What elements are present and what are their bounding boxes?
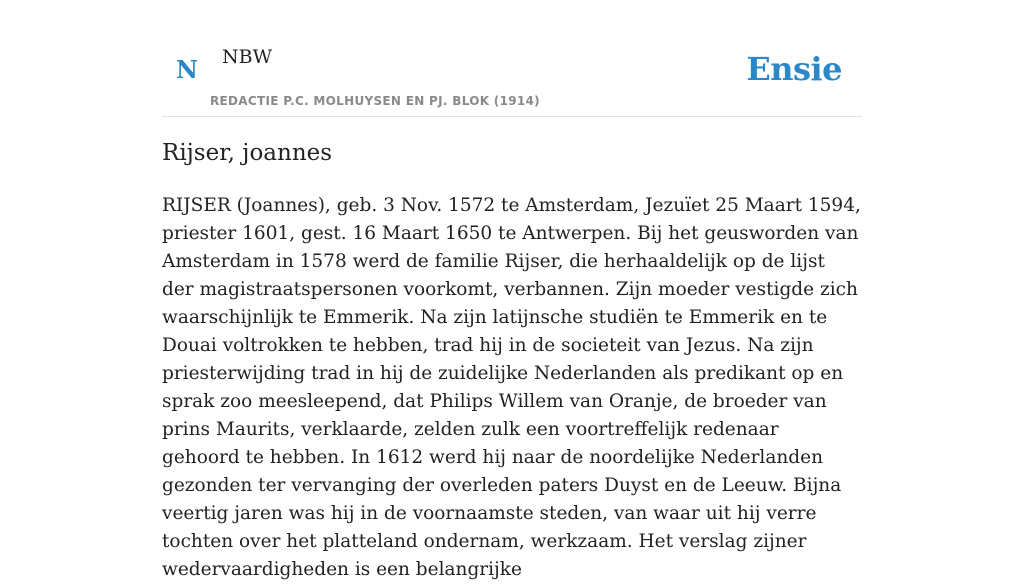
entry-title: Rijser, joannes	[162, 140, 333, 166]
source-name[interactable]: NBW	[222, 46, 273, 68]
brand-logo[interactable]: Ensie	[746, 50, 842, 88]
entry-body: RIJSER (Joannes), geb. 3 Nov. 1572 te Amsterdam, Jezuïet 25 Maart 1594, priester 1601, gest. 16 Maart 1650 te Antwerpen. Bij het geusworden van Amsterdam in 1578 werd de familie Rijser, die herhaaldelijk op de lijst der magistraatspersonen voorkomt, verbannen. Zijn moeder vestigde zich waarschijnlijk te Emmerik. Na zijn latijnsche studiën te Emmerik en te Douai voltrokken te hebben, trad hij in de societeit van Jezus. Na zijn priesterwijding trad in hij de zuidelijke Nederlanden als predikant op en sprak zoo meesleepend, dat Philips Willem van Oranje, de broeder van prins Maurits, verklaarde, zelden zulk een voortreffelijk redenaar gehoord te hebben. In 1612 werd hij naar de noordelijke Nederlanden gezonden ter vervanging der overleden paters Duyst en de Leeuw. Bijna veertig jaren was hij in de voornaamste steden, van waar uit hij verre tochten over het platteland ondernam, werkzaam. Het verslag zijner wedervaardigheden is een belangrijke	[162, 195, 861, 580]
header	[162, 0, 862, 117]
source-subtitle: REDACTIE P.C. MOLHUYSEN EN PJ. BLOK (1914)	[210, 94, 540, 108]
source-logo[interactable]: N	[176, 55, 198, 84]
